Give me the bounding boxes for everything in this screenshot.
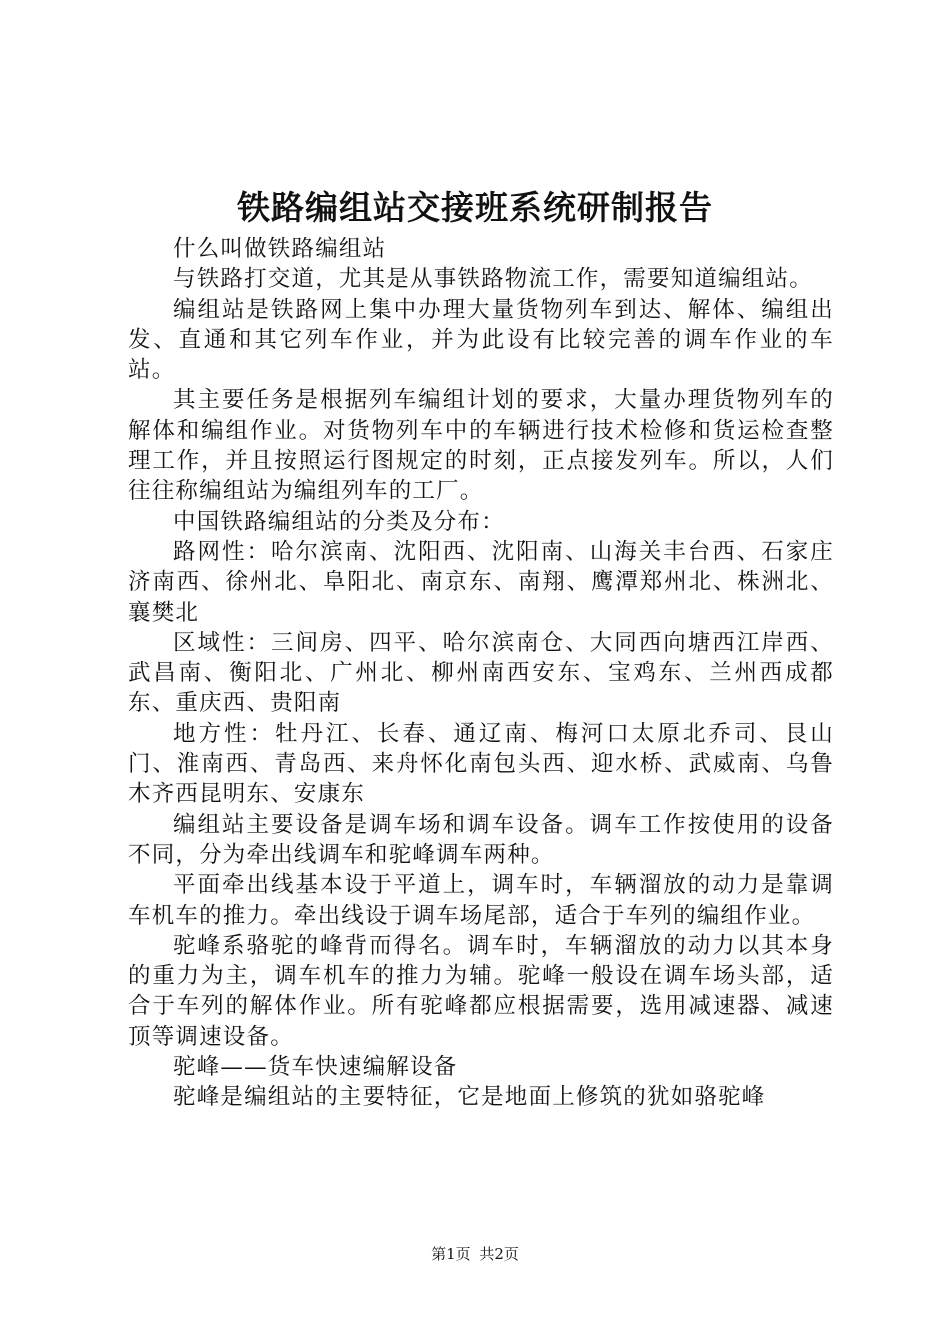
paragraph: 驼峰是编组站的主要特征，它是地面上修筑的犹如骆驼峰 xyxy=(173,1084,766,1111)
paragraph: 什么叫做铁路编组站 xyxy=(173,236,387,262)
paragraph: 平面牵出线基本设于平道上，调车时，车辆溜放的动力是靠调车机车的推力。牵出线设于调车场尾部，适合于车列的编组作业。 xyxy=(128,872,834,929)
document-body xyxy=(128,234,834,1113)
document-title: 铁路编组站交接班系统研制报告 xyxy=(237,188,713,227)
page-number: 第1页 xyxy=(431,1245,471,1263)
page-footer xyxy=(0,1244,950,1264)
page-total: 共2页 xyxy=(479,1245,519,1263)
paragraph: 其主要任务是根据列车编组计划的要求，大量办理货物列车的解体和编组作业。对货物列车中的车辆进行技术检修和货运检查整理工作，并且按照运行图规定的时刻，正点接发列车。所以，人们往往称编组站为编组列车的工厂。 xyxy=(128,387,834,505)
paragraph: 驼峰系骆驼的峰背而得名。调车时，车辆溜放的动力以其本身的重力为主，调车机车的推力为辅。驼峰一般设在调车场头部，适合于车列的解体作业。所有驼峰都应根据需要，选用减速器、减速顶等调速设备。 xyxy=(128,932,834,1050)
paragraph: 中国铁路编组站的分类及分布： xyxy=(173,508,505,535)
paragraph: 驼峰——货车快速编解设备 xyxy=(173,1054,458,1081)
paragraph: 路网性：哈尔滨南、沈阳西、沈阳南、山海关丰台西、石家庄济南西、徐州北、阜阳北、南京东、南翔、鹰潭郑州北、株洲北、襄樊北 xyxy=(128,538,834,626)
paragraph: 编组站是铁路网上集中办理大量货物列车到达、解体、编组出发、直通和其它列车作业，并为此设有比较完善的调车作业的车站。 xyxy=(128,296,834,384)
paragraph: 编组站主要设备是调车场和调车设备。调车工作按使用的设备不同，分为牵出线调车和驼峰调车两种。 xyxy=(128,811,834,868)
paragraph: 区域性：三间房、四平、哈尔滨南仓、大同西向塘西江岸西、武昌南、衡阳北、广州北、柳州南西安东、宝鸡东、兰州西成都东、重庆西、贵阳南 xyxy=(128,629,834,717)
paragraph: 与铁路打交道，尤其是从事铁路物流工作，需要知道编组站。 xyxy=(173,266,813,293)
paragraph: 地方性：牡丹江、长春、通辽南、梅河口太原北乔司、艮山门、淮南西、青岛西、来舟怀化南包头西、迎水桥、武威南、乌鲁木齐西昆明东、安康东 xyxy=(128,720,834,808)
